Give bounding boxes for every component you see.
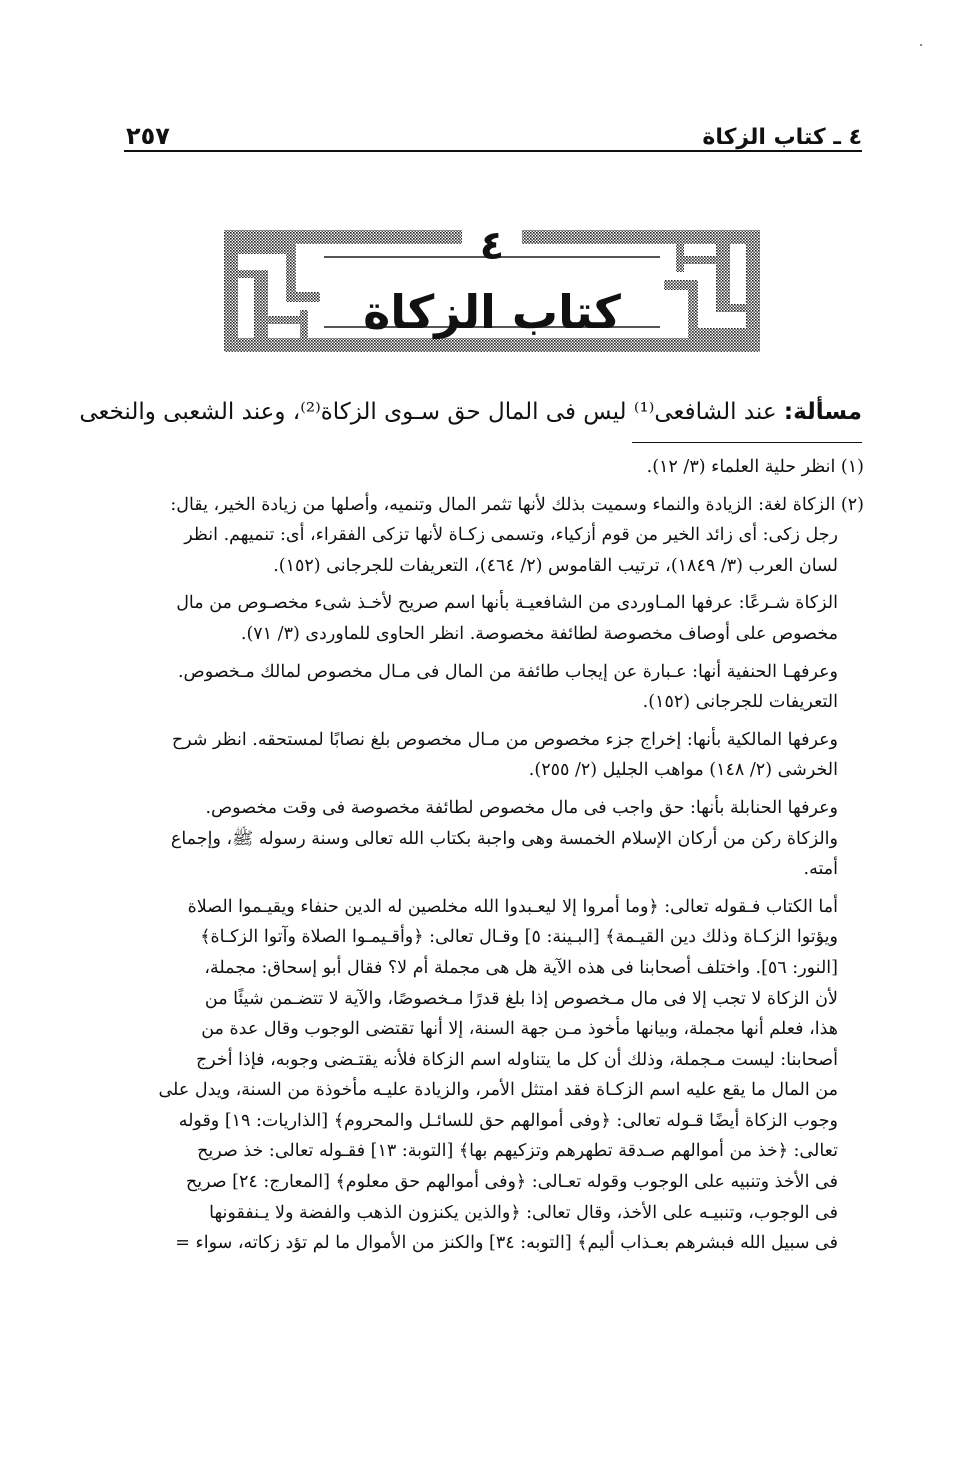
footnote-line: فى الوجوب، وتنبيـه على الأخذ، وقال تعالى: ﴿والذين يكنزون الذهب والفضة ولا يـنفقونها [209,1202,838,1223]
footnote-line: أمته. [803,859,838,880]
main-paragraph-text: عند الشافعى⁽¹⁾ ليس فى المال حق سـوى الزكاة⁽²⁾، وعند الشعبى والنخعى [79,399,777,425]
footnote-line: والزكاة ركن من أركان الإسلام الخمسة وهى واجبة بكتاب الله تعالى وسنة رسوله ﷺ، وإجماع [170,828,838,849]
footnote-line: من المال ما يقع عليه اسم الزكـاة فقد امتثل الأمر، والزيادة عليـه مأخوذة من السنة، ويدل على [158,1080,838,1101]
footnote-line: أما الكتاب فـقوله تعالى: ﴿وما أمروا إلا ليعـبدوا الله مخلصين له الدين حنفاء ويقيـموا الصلاة [187,896,838,917]
footnote-line: رجل زكى: أى زائد الخير من قوم أزكياء، وتسمى زكـاة لأنها تزكى الفقراء، أى: تنميهم. انظر [184,525,838,546]
chapter-heading-ornament [224,223,760,354]
main-paragraph [79,392,862,432]
footnote-line: أصحابنا: ليست مـجملة، وذلك أن كل ما يتناوله اسم الزكاة فلأنه يقتـضى وجوبه، فإذا أخرج [195,1049,838,1070]
footnote-line: تعالى: ﴿خذ من أموالهم صـدقة تطهرهم وتزكيهم بها﴾ [التوبة: ١٣] فقـوله تعالى: خذ صريح [197,1141,838,1162]
footnote-line: فى الأخذ وتنبيه على الوجوب وقوله تعـالى: ﴿وفى أموالهم حق معلوم﴾ [المعارج: ٢٤] صريح [185,1172,838,1193]
chapter-number: ٤ [479,223,505,269]
issue-label: مسألة: [783,399,862,425]
footnote-line: (٢) الزكاة لغة: الزيادة والنماء وسميت بذلك لأنها تثمر المال وتنميه، وأصلها من زيادة الخير، يقال: [170,494,864,515]
running-header [126,112,862,150]
footnote-line: [النور: ٥٦]. واختلف أصحابنا فى هذه الآية هل هى مجملة أم لا؟ فقال أبو إسحاق: مجملة، [204,957,838,978]
footnote-line: وعرفها المالكية بأنها: إخراج جزء مخصوص من مـال مخصوص بلغ نصابًا لمستحقه. انظر شرح [171,729,838,750]
margin-mark [920,44,922,46]
footnote-separator [632,442,862,443]
page-number: ٢٥٧ [126,122,170,150]
footnote-line: فى سبيل الله فبشرهم بعـذاب أليم﴾ [التوبه: ٣٤] والكنز من الأموال ما لم تؤد زكاته، سواء = [175,1233,838,1254]
footnote-line: وعرفهـا الحنفية أنها: عـبارة عن إيجاب طائفة من المال فى مـال مخصوص لمالك مـخصوص. [177,661,838,682]
footnotes [120,452,864,1259]
footnote-line: وجوب الزكاة أيضًا قـوله تعالى: ﴿وفى أموالهم حق للسائـل والمحروم﴾ [الذاريات: ١٩] وقوله [178,1110,838,1131]
footnote-line: لسان العرب (٣/ ١٨٤٩)، ترتيب القاموس (٢/ ٤٦٤)، التعريفات للجرجانى (١٥٢). [273,555,838,576]
footnote-line: الزكاة شـرعًا: عرفها المـاوردى من الشافعيـة بأنها اسم صريح لأخـذ شىء مخصـوص من مال [176,593,838,614]
footnote-line: مخصوص على أوصاف مخصوصة لطائفة مخصوصة. انظر الحاوى للماوردى (٣/ ٧١). [240,623,838,644]
footnote-line: (١) انظر حلية العلماء (٣/ ١٢). [646,457,864,477]
footnote-line: الخرشى (٢/ ١٤٨) مواهب الجليل (٢/ ٢٥٥). [528,760,838,781]
footnote-line: التعريفات للجرجانى (١٥٢). [642,692,838,713]
footnote-line: ويؤتوا الزكـاة وذلك دين القيـمة﴾ [البـينة: ٥] وقـال تعالى: ﴿وأقـيمـوا الصلاة وآتوا الزكـاة﴾ [200,927,838,948]
footnote-line: لأن الزكاة لا تجب إلا فى مال مـخصوص إذا بلغ قدرًا مـخصوصًا، والآية لا تتضـمن شيئًا من [204,988,838,1009]
footnote-line: وعرفها الحنابلة بأنها: حق واجب فى مال مخصوص لطائفة مخصوصة فى وقت مخصوص. [205,797,838,818]
running-title: ٤ ـ كتاب الزكاة [702,125,862,150]
footnote-line: هذا، فعلم أنها مجملة، وبيانها مأخوذ مـن جهة السنة، إلا أنها تقتضى الوجوب وقال عدة من [201,1019,838,1040]
chapter-title: كتاب الزكاة [363,285,621,339]
header-rule [124,150,862,152]
